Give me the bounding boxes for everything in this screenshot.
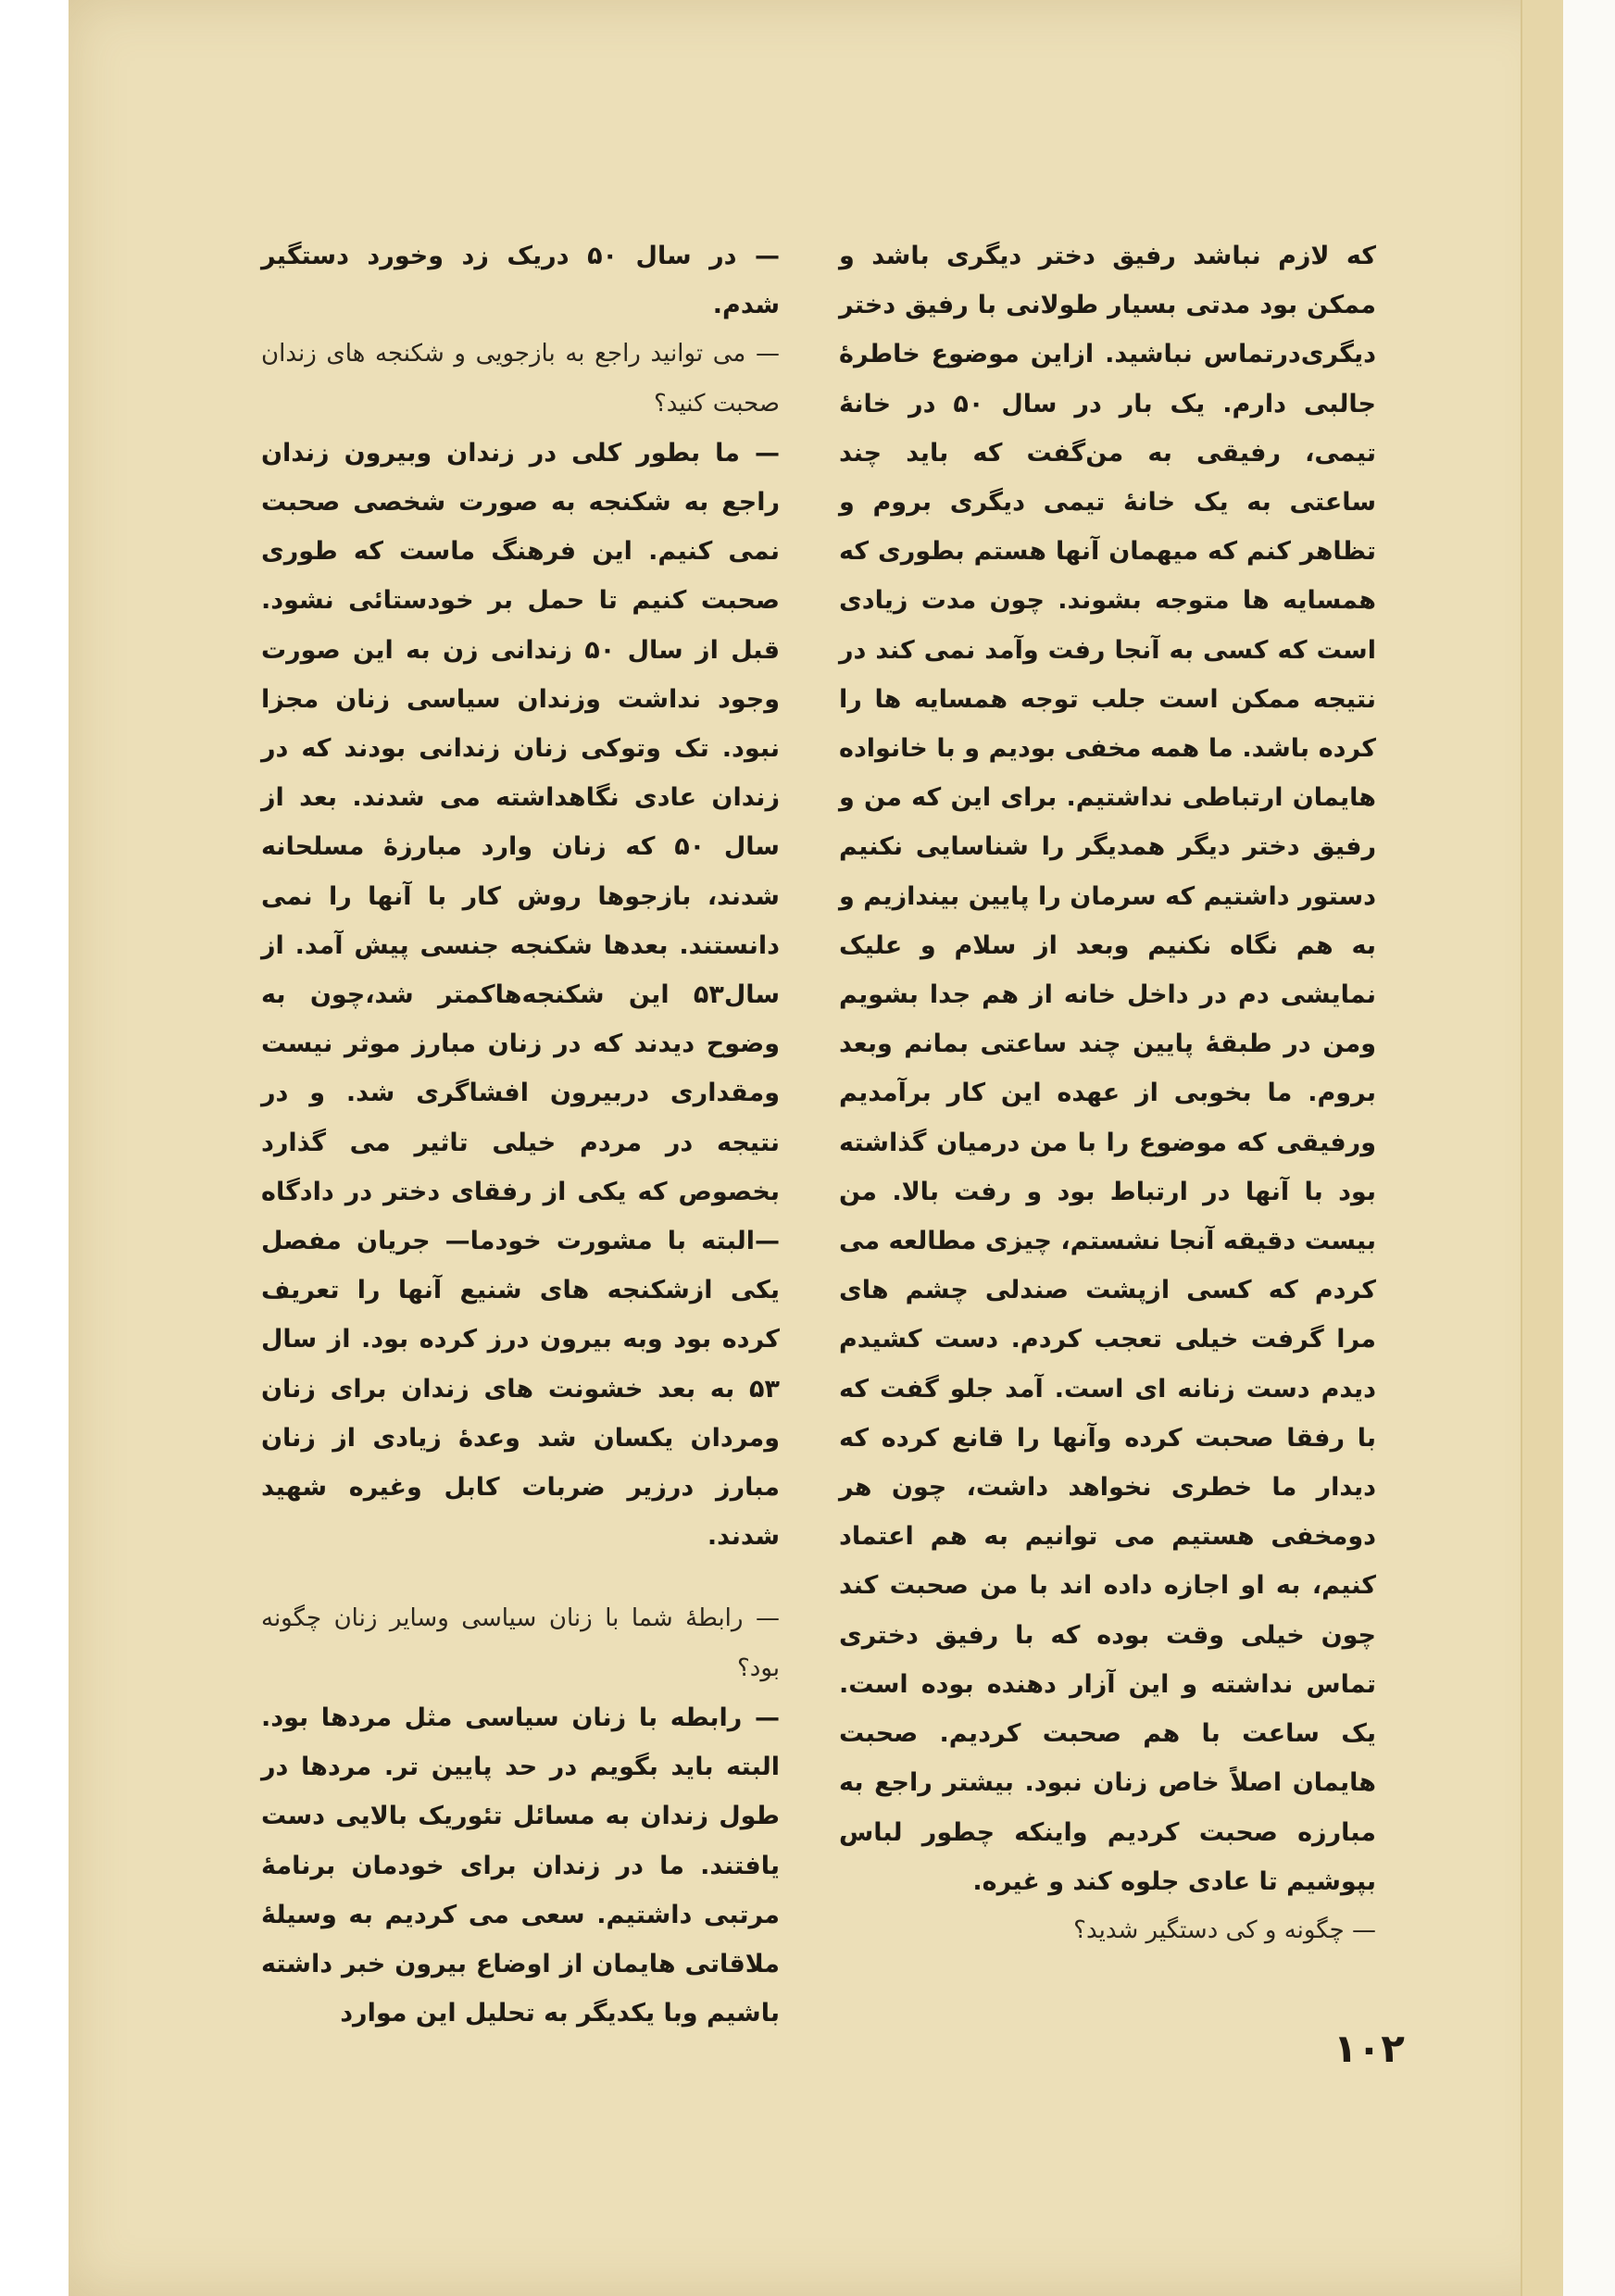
paragraph-spacer [261, 1561, 780, 1594]
left-column-question-1: — می توانید راجع به بازجویی و شکنجه های زندان صحبت کنید؟ [261, 340, 780, 418]
right-column-paragraph-1: که لازم نباشد رفیق دختر دیگری باشد و ممکن بود مدتی بسیار طولانی با رفیق دختر دیگری‌درتماس نباشید. ازاین موضوع خاطرهٔ جالبی دارم. یک بار در سال ۵۰ در خانهٔ تیمی، رفیقی به من‌گفت که باید چند ساعتی به یک خانهٔ تیمی دیگری بروم و تظاهر کنم که میهمان آنها هستم بطوری که همسایه ها متوجه بشوند. چون مدت زیادی است که کسی به آنجا رفت وآمد نمی کند در نتیجه ممکن است جلب توجه همسایه ها را کرده باشد. ما همه مخفی بودیم و با خانواده هایمان ارتباطی نداشتیم. برای این که من و رفیق دختر دیگر همدیگر را شناسایی نکنیم دستور داشتیم که سرمان را پایین بیندازیم و به هم نگاه نکنیم وبعد از سلام و علیک نمایشی دم در داخل خانه از هم جدا بشویم ومن در طبقهٔ پایین چند ساعتی بمانم وبعد بروم. ما بخوبی از عهده این کار برآمدیم ورفیقی که موضوع را با من درمیان گذاشته بود با آنها در ارتباط بود و رفت بالا. من بیست دقیقه آنجا نشستم، چیزی مطالعه می کردم که کسی ازپشت صندلی چشم های مرا گرفت خیلی تعجب کردم. دست کشیدم دیدم دست زنانه ای است. آمد جلو گفت که با رفقا صحبت کرده وآنها را قانع کرده که دیدار ما خطری نخواهد داشت، چون هر دومخفی هستیم می توانیم به هم اعتماد کنیم، به او اجازه داده اند با من صحبت کند چون خیلی وقت بوده که با رفیق دختری تماس نداشته و این آزار دهنده بوده است. یک ساعت با هم صحبت کردیم. صحبت هایمان اصلاً خاص زنان نبود. بیشتر راجع به مبارزه صحبت کردیم واینکه چطور لباس بپوشیم تا عادی جلوه کند و غیره. [839, 242, 1376, 1896]
right-column-question-1: — چگونه و کی دستگیر شدید؟ [1073, 1915, 1376, 1944]
left-column-answer-2: — ما بطور کلی در زندان وبیرون زندان راجع به شکنجه به صورت شخصی صحبت نمی کنیم. این فرهنگ ماست که طوری صحبت کنیم تا حمل بر خودستائی نشود. قبل از سال ۵۰ زندانی زن به این صورت وجود نداشت وزندان سیاسی زنان مجزا نبود. تک وتوکی زنان زندانی بودند که در زندان عادی نگاهداشته می شدند. بعد از سال ۵۰ که زنان وارد مبارزهٔ مسلحانه شدند، بازجوها روش کار با آنها را نمی دانستند. بعدها شکنجه جنسی پیش آمد. از سال۵۳ این شکنجه‌هاکمتر شد،چون به وضوح دیدند که در زنان مبارز موثر نیست ومقداری دربیرون افشاگری شد. و در نتیجه در مردم خیلی تاثیر می گذارد بخصوص که یکی از رفقای دختر در دادگاه —البته با مشورت خودما— جریان مفصل یکی ازشکنجه های شنیع آنها را تعریف کرده بود وبه بیرون درز کرده بود. از سال ۵۳ به بعد خشونت های زندان برای زنان ومردان یکسان شد وعدهٔ زیادی از زنان مبارز درزیر ضربات کابل وغیره شهید شدند. [261, 438, 780, 1552]
left-text-column [261, 231, 780, 2038]
left-column-question-2: — رابطهٔ شما با زنان سیاسی وسایر زنان چگونه بود؟ [261, 1604, 780, 1682]
scan-margin [1559, 0, 1615, 2296]
left-column-answer-3: — رابطه با زنان سیاسی مثل مردها بود. البته باید بگویم در حد پایین تر. مردها در طول زندان به مسائل تئوریک بالایی دست یافتند. ما در زندان برای خودمان برنامهٔ مرتبی داشتیم. سعی می کردیم به وسیلهٔ ملاقاتی هایمان از اوضاع بیرون خبر داشته باشیم وبا یکدیگر به تحلیل این موارد [261, 1703, 780, 2028]
page-fold-edge [1521, 0, 1563, 2296]
left-column-answer-1: — در سال ۵۰ دریک زد وخورد دستگیر شدم. [261, 242, 781, 320]
page-number: ۱۰۲ [1333, 2026, 1405, 2071]
right-text-column [839, 231, 1376, 1955]
